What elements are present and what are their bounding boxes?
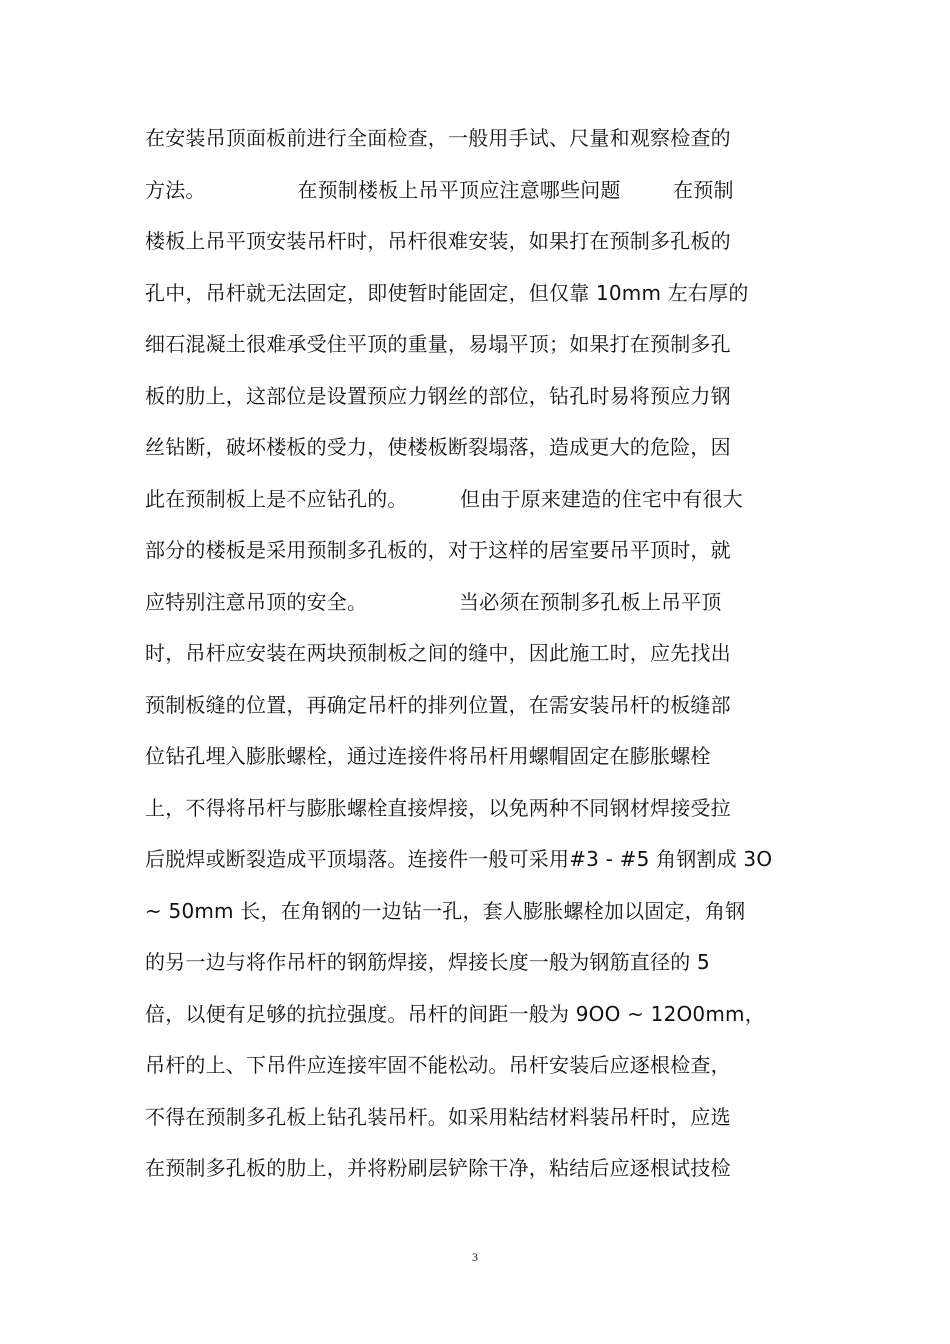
text-line: 应特别注意吊顶的安全。 当必须在预制多孔板上吊平顶	[145, 589, 722, 614]
text-line: 部分的楼板是采用预制多孔板的，对于这样的居室要吊平顶时，就	[145, 538, 731, 562]
text-line: 孔中，吊杆就无法固定，即使暂时能固定，但仅靠 10mm 左右厚的	[145, 280, 749, 305]
text-line: 吊杆的上、下吊件应连接牢固不能松动。吊杆安装后应逐根检查，	[145, 1053, 731, 1077]
text-line: 不得在预制多孔板上钻孔装吊杆。如采用粘结材料装吊杆时，应选	[145, 1104, 731, 1129]
text-line: 方法。 在预制楼板上吊平顶应注意哪些问题 在预制	[145, 177, 734, 202]
text-line: 此在预制板上是不应钻孔的。 但由于原来建造的住宅中有很大	[145, 486, 743, 511]
text-line: 在安装吊顶面板前进行全面检查，一般用手试、尺量和观察检查的	[145, 126, 731, 150]
body-text	[145, 113, 825, 1195]
text-line: 板的肋上，这部位是设置预应力钢丝的部位，钻孔时易将预应力钢	[145, 383, 731, 408]
text-line: 在预制多孔板的肋上，并将粉刷层铲除干净，粘结后应逐根试技检	[145, 1156, 731, 1180]
text-line: 细石混凝土很难承受住平顶的重量，易塌平顶；如果打在预制多孔	[145, 332, 731, 356]
text-line: 时，吊杆应安装在两块预制板之间的缝中，因此施工时，应先找出	[145, 641, 731, 665]
text-line: 预制板缝的位置，再确定吊杆的排列位置，在需安装吊杆的板缝部	[145, 692, 731, 717]
text-line: 楼板上吊平顶安装吊杆时，吊杆很难安装，如果打在预制多孔板的	[145, 229, 731, 253]
text-line: 丝钻断，破坏楼板的受力，使楼板断裂塌落，造成更大的危险，因	[145, 435, 731, 459]
text-line: 后脱焊或断裂造成平顶塌落。连接件一般可采用#3 - #5 角钢割成 3O	[145, 847, 773, 871]
text-line: 位钻孔埋入膨胀螺栓，通过连接件将吊杆用螺帽固定在膨胀螺栓	[145, 744, 711, 768]
page-number: 3	[472, 1250, 478, 1264]
text-line: 的另一边与将作吊杆的钢筋焊接，焊接长度一般为钢筋直径的 5	[145, 950, 710, 974]
text-line: 上，不得将吊杆与膨胀螺栓直接焊接，以免两种不同钢材焊接受拉	[145, 795, 731, 820]
text-line: ~ 50mm 长，在角钢的一边钻一孔，套人膨胀螺栓加以固定，角钢	[145, 898, 746, 923]
text-line: 倍，以便有足够的抗拉强度。吊杆的间距一般为 9OO ~ 12O0mm，	[145, 1001, 765, 1026]
